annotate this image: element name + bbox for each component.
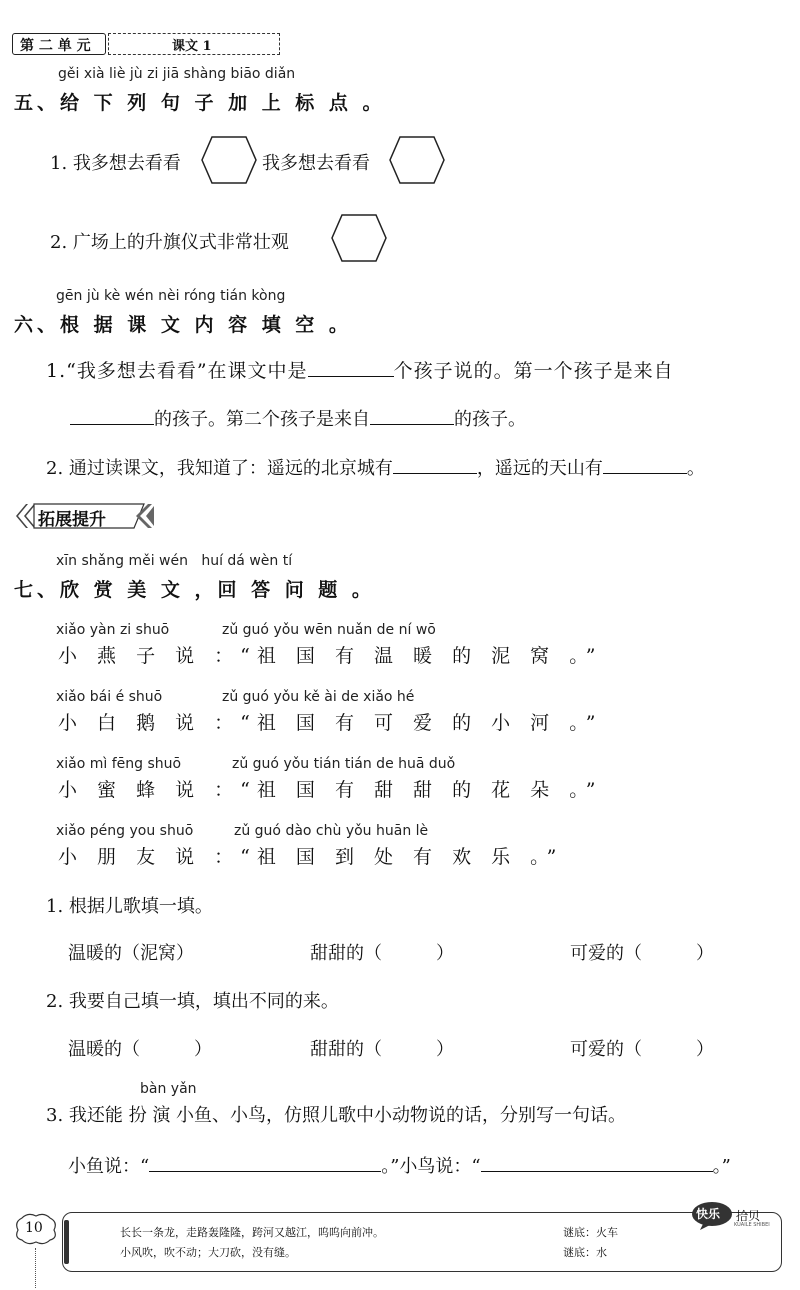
sec6-q1c: 的孩子。第二个孩子是来自 <box>154 409 370 430</box>
sec6-q1b: 个孩子说的。第一个孩子是来自 <box>393 360 674 382</box>
page-dots <box>35 1248 36 1288</box>
sec6-q2b: ，遥远的天山有 <box>476 458 603 479</box>
riddle-left-bar <box>64 1220 69 1264</box>
sec5-title: 五、给 下 列 句 子 加 上 标 点 。 <box>14 92 386 114</box>
q1-item-1: 温暖的（泥窝） <box>68 943 194 964</box>
sec6-q1d: 的孩子。 <box>454 409 526 430</box>
blank-fish[interactable] <box>149 1153 381 1172</box>
badge-shibei: 拾贝 <box>736 1209 761 1223</box>
sec6-q1a: 1.“我多想去看看”在课文中是 <box>46 360 308 382</box>
sec7-title: 七、欣 赏 美 文 ，回 答 问 题 。 <box>14 579 375 601</box>
q3-answer-line <box>68 1152 731 1178</box>
sec6-title: 六、根 据 课 文 内 容 填 空 。 <box>14 314 352 336</box>
q2-item-1[interactable]: 温暖的（ ） <box>68 1039 212 1060</box>
lesson-label: 课文 1 <box>172 39 212 54</box>
banner-label: 拓展提升 <box>38 510 106 530</box>
poem-4-pinyin-a: xiǎo péng you shuō <box>56 823 194 839</box>
poem-line-3: 小 蜜 蜂 说 ：“祖 国 有 甜 甜 的 花 朵 。” <box>58 779 603 801</box>
blank-count[interactable] <box>308 358 394 377</box>
page-number: 10 <box>25 1220 43 1236</box>
sec5-q1b: 我多想去看看 <box>262 153 370 174</box>
badge-kuaile: 快乐 <box>696 1207 721 1221</box>
q3-pinyin: bàn yǎn <box>140 1081 197 1097</box>
punct-box-2[interactable] <box>388 135 446 185</box>
q3-fish-label: 小鱼说：“ <box>68 1156 150 1177</box>
sec7-pinyin: xīn shǎng měi wén huí dá wèn tí <box>56 553 293 569</box>
poem-1-pinyin-a: xiǎo yàn zi shuō <box>56 622 170 638</box>
poem-line-4: 小 朋 友 说 ：“祖 国 到 处 有 欢 乐 。” <box>58 846 564 868</box>
badge-subtitle: KUAILE SHIBEI <box>734 1222 770 1228</box>
sec7-q2: 2. 我要自己填一填，填出不同的来。 <box>46 991 339 1012</box>
sec6-q2c: 。 <box>686 458 705 479</box>
riddle-box <box>62 1212 782 1272</box>
sec6-q1-line2 <box>70 405 526 431</box>
q2-item-3[interactable]: 可爱的（ ） <box>570 1039 714 1060</box>
sec6-q1-line1 <box>46 356 674 383</box>
blank-second-child[interactable] <box>370 406 454 425</box>
blank-bird[interactable] <box>481 1153 713 1172</box>
sec5-pinyin: gěi xià liè jù zi jiā shàng biāo diǎn <box>58 66 296 82</box>
poem-3-pinyin-a: xiǎo mì fēng shuō <box>56 756 182 772</box>
punct-box-1[interactable] <box>200 135 258 185</box>
q1-item-2[interactable]: 甜甜的（ ） <box>310 943 454 964</box>
blank-beijing[interactable] <box>393 455 477 474</box>
poem-3-pinyin-b: zǔ guó yǒu tián tián de huā duǒ <box>232 756 456 772</box>
punct-box-3[interactable] <box>330 213 388 263</box>
blank-first-child[interactable] <box>70 406 154 425</box>
sec6-pinyin: gēn jù kè wén nèi róng tián kòng <box>56 288 286 304</box>
unit-label: 第 二 单 元 <box>20 38 91 54</box>
sec5-q2: 2. 广场上的升旗仪式非常壮观 <box>50 232 289 253</box>
answer-2: 谜底：水 <box>563 1246 607 1259</box>
sec7-q1: 1. 根据儿歌填一填。 <box>46 896 213 917</box>
poem-4-pinyin-b: zǔ guó dào chù yǒu huān lè <box>234 823 429 839</box>
riddle-2: 小风吹，吹不动；大刀砍，没有缝。 <box>120 1246 296 1259</box>
sec5-q1a: 1. 我多想去看看 <box>50 153 181 174</box>
q3-bird-label: 。”小鸟说：“ <box>381 1156 481 1177</box>
poem-2-pinyin-b: zǔ guó yǒu kě ài de xiǎo hé <box>222 689 415 705</box>
q3-end: 。” <box>712 1156 731 1177</box>
riddle-1: 长长一条龙，走路轰隆隆，跨河又越江，呜呜向前冲。 <box>120 1226 384 1239</box>
q2-item-2[interactable]: 甜甜的（ ） <box>310 1039 454 1060</box>
sec7-q3: 3. 我还能 扮 演 小鱼、小鸟，仿照儿歌中小动物说的话，分别写一句话。 <box>46 1105 627 1126</box>
sec6-q2a: 2. 通过读课文，我知道了：遥远的北京城有 <box>46 458 393 479</box>
answer-1: 谜底：火车 <box>563 1226 618 1239</box>
poem-1-pinyin-b: zǔ guó yǒu wēn nuǎn de ní wō <box>222 622 436 638</box>
poem-line-2: 小 白 鹅 说 ：“祖 国 有 可 爱 的 小 河 。” <box>58 712 603 734</box>
q1-item-3[interactable]: 可爱的（ ） <box>570 943 714 964</box>
poem-2-pinyin-a: xiǎo bái é shuō <box>56 689 163 705</box>
sec6-q2-line <box>46 454 705 480</box>
blank-tianshan[interactable] <box>603 455 687 474</box>
poem-line-1: 小 燕 子 说 ：“祖 国 有 温 暖 的 泥 窝 。” <box>58 645 603 667</box>
